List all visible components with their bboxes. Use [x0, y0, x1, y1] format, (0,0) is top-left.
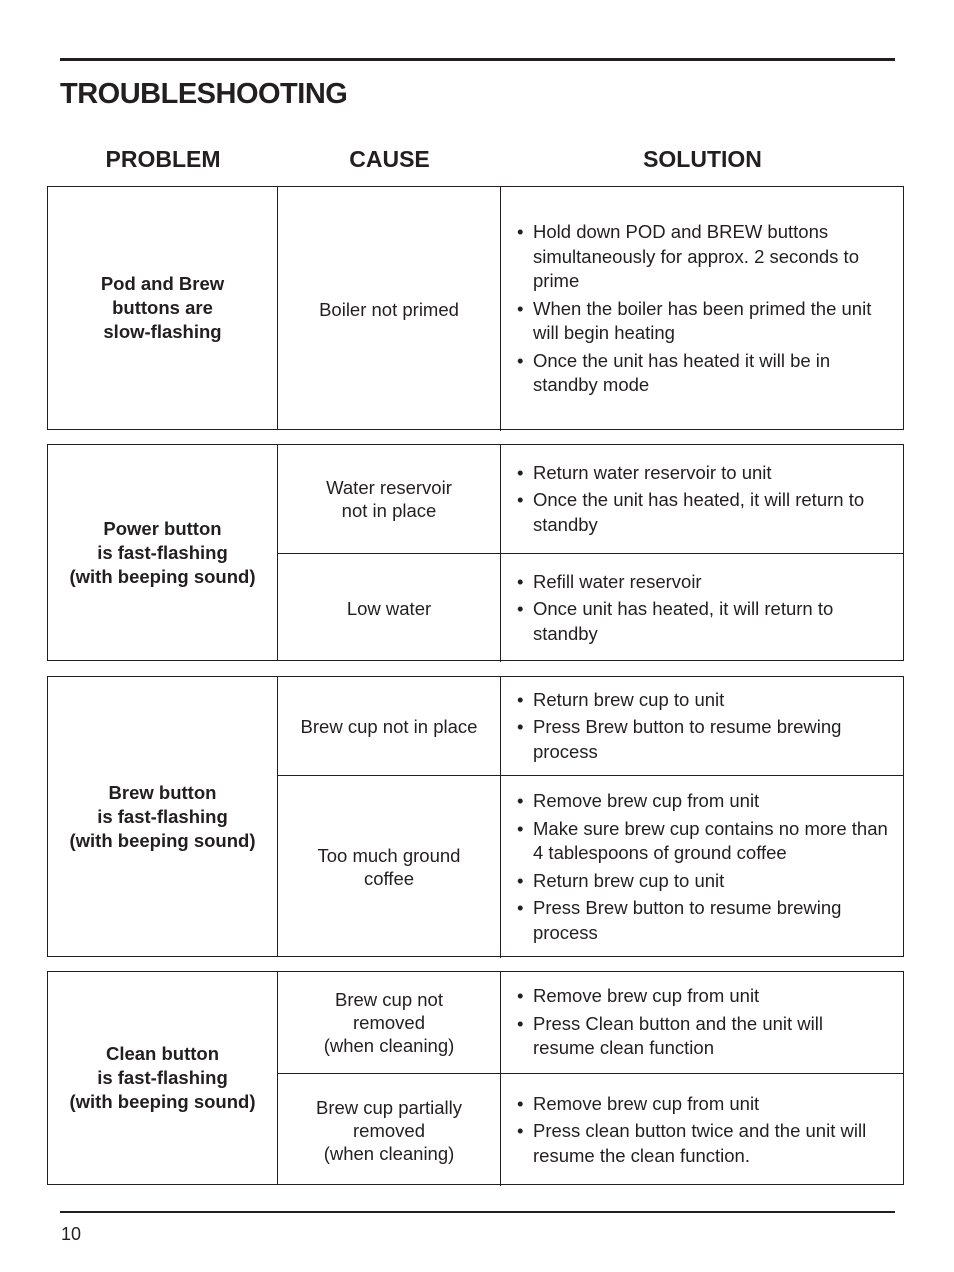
top-rule: [60, 58, 895, 61]
bullet-icon: •: [517, 790, 524, 811]
solution-cell: [501, 972, 903, 1073]
table-row: [278, 445, 903, 553]
bullet-icon: •: [517, 985, 524, 1007]
table-row: [278, 775, 903, 958]
solution-text: When the boiler has been primed the unit will begin heating: [533, 297, 872, 344]
cause-cell: Brew cup partially removed (when cleaning): [278, 1074, 501, 1186]
solution-item: [517, 220, 889, 294]
solution-text: Return brew cup to unit: [533, 869, 725, 891]
solution-cell: [501, 1074, 903, 1186]
cause-cell: Brew cup not in place: [278, 677, 501, 775]
bullet-icon: •: [517, 1012, 524, 1034]
solution-cell: [501, 445, 903, 553]
solution-text: Press clean button twice and the unit will resume the clean function.: [533, 1120, 867, 1166]
solution-text: Refill water reservoir: [533, 570, 702, 592]
solution-text: Make sure brew cup contains no more than 4 tablespoons of ground coffee: [533, 817, 888, 863]
bullet-icon: •: [517, 1120, 524, 1142]
problem-cell: Power button is fast-flashing (with beeping sound): [48, 445, 278, 660]
solution-text: Return water reservoir to unit: [533, 461, 772, 483]
bullet-icon: •: [517, 817, 524, 839]
problem-group: [47, 186, 904, 430]
cause-cell: Low water: [278, 554, 501, 662]
solution-text: Return brew cup to unit: [533, 688, 725, 710]
solution-item: [517, 1119, 889, 1168]
bullet-icon: •: [517, 461, 524, 483]
solution-item: [517, 688, 889, 713]
solution-item: [517, 570, 889, 595]
solution-item: [517, 597, 889, 646]
bullet-icon: •: [517, 297, 524, 319]
table-row: [278, 1073, 903, 1186]
column-header-problem: PROBLEM: [105, 146, 221, 172]
cause-cell: Brew cup not removed (when cleaning): [278, 972, 501, 1073]
solution-text: Remove brew cup from unit: [533, 1092, 760, 1114]
solution-text: Hold down POD and BREW buttons simultaneously for approx. 2 seconds to prime: [533, 221, 859, 292]
problem-cell: Clean button is fast-flashing (with beeping sound): [48, 972, 278, 1184]
solution-text: Remove brew cup from unit: [533, 985, 760, 1007]
bullet-icon: •: [517, 570, 524, 592]
solution-text: Remove brew cup from unit: [533, 790, 760, 811]
solution-item: [517, 789, 889, 814]
solution-item: [517, 297, 889, 346]
solution-item: [517, 488, 889, 537]
bullet-icon: •: [517, 688, 524, 710]
solution-cell: [501, 554, 903, 662]
problem-cell: Brew button is fast-flashing (with beeping sound): [48, 677, 278, 956]
solution-text: Press Brew button to resume brewing process: [533, 716, 842, 762]
solution-cell: [501, 776, 903, 958]
problem-group: [47, 971, 904, 1185]
cause-cell: Too much ground coffee: [278, 776, 501, 958]
solution-text: Once the unit has heated it will be in standby mode: [533, 349, 831, 396]
solution-item: [517, 869, 889, 894]
bullet-icon: •: [517, 869, 524, 891]
solution-item: [517, 1012, 889, 1061]
solution-cell: [501, 187, 903, 431]
solution-item: [517, 715, 889, 764]
column-header-solution: SOLUTION: [643, 146, 762, 172]
bullet-icon: •: [517, 489, 524, 511]
column-header-cause: CAUSE: [349, 146, 430, 172]
solution-text: Once unit has heated, it will return to standby: [533, 598, 834, 644]
solution-cell: [501, 677, 903, 775]
bullet-icon: •: [517, 349, 524, 371]
problem-cell: Pod and Brew buttons are slow-flashing: [48, 187, 278, 429]
solution-text: Press Clean button and the unit will resume clean function: [533, 1012, 824, 1059]
solution-text: Once the unit has heated, it will return to standby: [533, 489, 865, 535]
solution-item: [517, 896, 889, 945]
table-row: [278, 677, 903, 775]
bullet-icon: •: [517, 598, 524, 620]
page-number: 10: [61, 1224, 82, 1244]
cause-cell: Boiler not primed: [278, 187, 501, 431]
problem-group: [47, 444, 904, 661]
solution-item: [517, 817, 889, 866]
table-row: [278, 553, 903, 662]
solution-item: [517, 461, 889, 486]
table-row: [278, 187, 903, 431]
bullet-icon: •: [517, 716, 524, 738]
page-title: TROUBLESHOOTING: [60, 78, 348, 110]
bullet-icon: •: [517, 221, 524, 243]
table-row: [278, 972, 903, 1073]
solution-item: [517, 1092, 889, 1117]
bottom-rule: [60, 1211, 895, 1213]
problem-group: [47, 676, 904, 957]
bullet-icon: •: [517, 1092, 524, 1114]
solution-item: [517, 349, 889, 398]
solution-item: [517, 984, 889, 1009]
bullet-icon: •: [517, 897, 524, 918]
solution-text: Press Brew button to resume brewing process: [533, 897, 842, 943]
cause-cell: Water reservoir not in place: [278, 445, 501, 553]
